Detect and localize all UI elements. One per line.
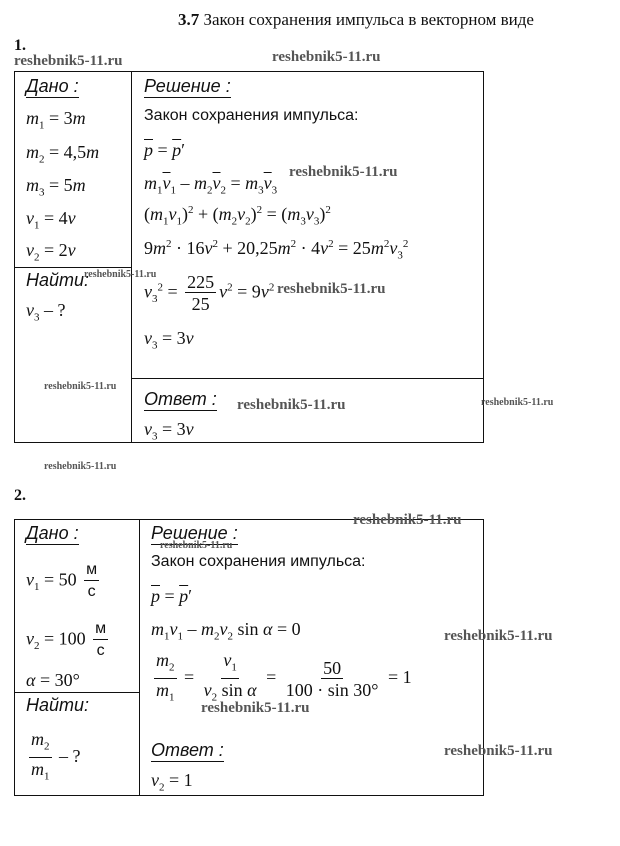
answer-header: Ответ :	[151, 740, 224, 760]
section-title-text: Закон сохранения импульса в векторном виде	[203, 10, 534, 29]
equation-momentum-vector: $\overline{p} = \overline{p}'$	[144, 140, 186, 160]
equation-2: $(m_1v_1)^2 + (m_2v_2)^2 = (m_3v_3)^2$	[144, 204, 331, 228]
section-number: 3.7	[178, 10, 200, 29]
given-header: Дано :	[26, 76, 79, 96]
watermark: reshebnik5-11.ru	[353, 512, 462, 528]
watermark: reshebnik5-11.ru	[160, 540, 233, 551]
unit-numerator: м	[93, 619, 108, 640]
watermark: reshebnik5-11.ru	[84, 269, 157, 280]
equation-2: $\frac{m_2}{m_1}$ = $\frac{v_1}{v_2 \sin \alpha}$ = $\frac{50}{100 \cdot \sin 30^\circ}$ = 1	[156, 650, 412, 704]
watermark: reshebnik5-11.ru	[44, 461, 117, 472]
equation-momentum-vector: $\overline{p} = \overline{p}'$	[151, 586, 193, 606]
row-divider	[15, 692, 140, 693]
given-v1: $v_1 = 50$ $\frac{м}{с}$	[26, 560, 102, 603]
watermark: reshebnik5-11.ru	[44, 381, 117, 392]
given-v2: $v_2 = 100$ $\frac{м}{с}$	[26, 619, 111, 662]
unit-denominator: с	[87, 583, 96, 600]
given-v2: $v_2 = 2v$	[26, 240, 76, 264]
watermark: reshebnik5-11.ru	[289, 164, 398, 180]
equation-4: $v_3^2$ = $\frac{225}{25}$ $v^2 = 9v^2$	[144, 272, 275, 314]
row-divider	[15, 267, 132, 268]
law-text: Закон сохранения импульса:	[151, 553, 366, 570]
find-header: Найти:	[26, 695, 90, 715]
column-divider	[131, 72, 132, 442]
law-text: Закон сохранения импульса:	[144, 107, 359, 124]
given-m2: $m_2 = 4,5m$	[26, 142, 100, 166]
given-alpha: α = 30°	[26, 670, 80, 690]
given-v1: $v_1 = 4v$	[26, 208, 76, 232]
watermark: reshebnik5-11.ru	[272, 49, 381, 65]
given-m3: $m_3 = 5m$	[26, 175, 86, 199]
unit-numerator: м	[84, 560, 99, 581]
watermark: reshebnik5-11.ru	[14, 53, 123, 69]
unit-denominator: с	[96, 642, 105, 659]
watermark: reshebnik5-11.ru	[444, 743, 553, 759]
answer-divider	[131, 378, 483, 379]
equation-3: $9m^2 \cdot 16v^2 + 20,25m^2 \cdot 4v^2 = 25m^2v_3^2$	[144, 238, 409, 262]
solution-header: Решение :	[144, 76, 231, 96]
answer-header: Ответ :	[144, 389, 217, 409]
answer-v3: $v_3 = 3v$	[144, 419, 194, 443]
problem-1-number: 1.	[14, 37, 26, 54]
section-title	[178, 10, 534, 30]
problem-2-number: 2.	[14, 487, 26, 504]
result-v3: $v_3 = 3v$	[144, 328, 194, 352]
watermark: reshebnik5-11.ru	[201, 700, 310, 716]
column-divider	[139, 520, 140, 795]
find-ratio: $\frac{m_2}{m_1}$ – ?	[31, 729, 81, 783]
equation-1: $m_1v_1 - m_2v_2$ sin α = 0	[151, 619, 301, 643]
answer-v2: $v_2 = 1$	[151, 770, 193, 794]
find-v3: $v_3$ – ?	[26, 300, 66, 324]
given-m1: $m_1 = 3m$	[26, 108, 86, 132]
find-header: Найти:	[26, 270, 90, 290]
solution-header: Решение :	[151, 523, 238, 543]
given-header: Дано :	[26, 523, 79, 543]
watermark: reshebnik5-11.ru	[237, 397, 346, 413]
equation-1: $m_1\overline{v}_1 - m_2\overline{v}_2 = m_3\overline{v}_3$	[144, 173, 278, 197]
watermark: reshebnik5-11.ru	[444, 628, 553, 644]
watermark: reshebnik5-11.ru	[481, 397, 554, 408]
watermark: reshebnik5-11.ru	[277, 281, 386, 297]
